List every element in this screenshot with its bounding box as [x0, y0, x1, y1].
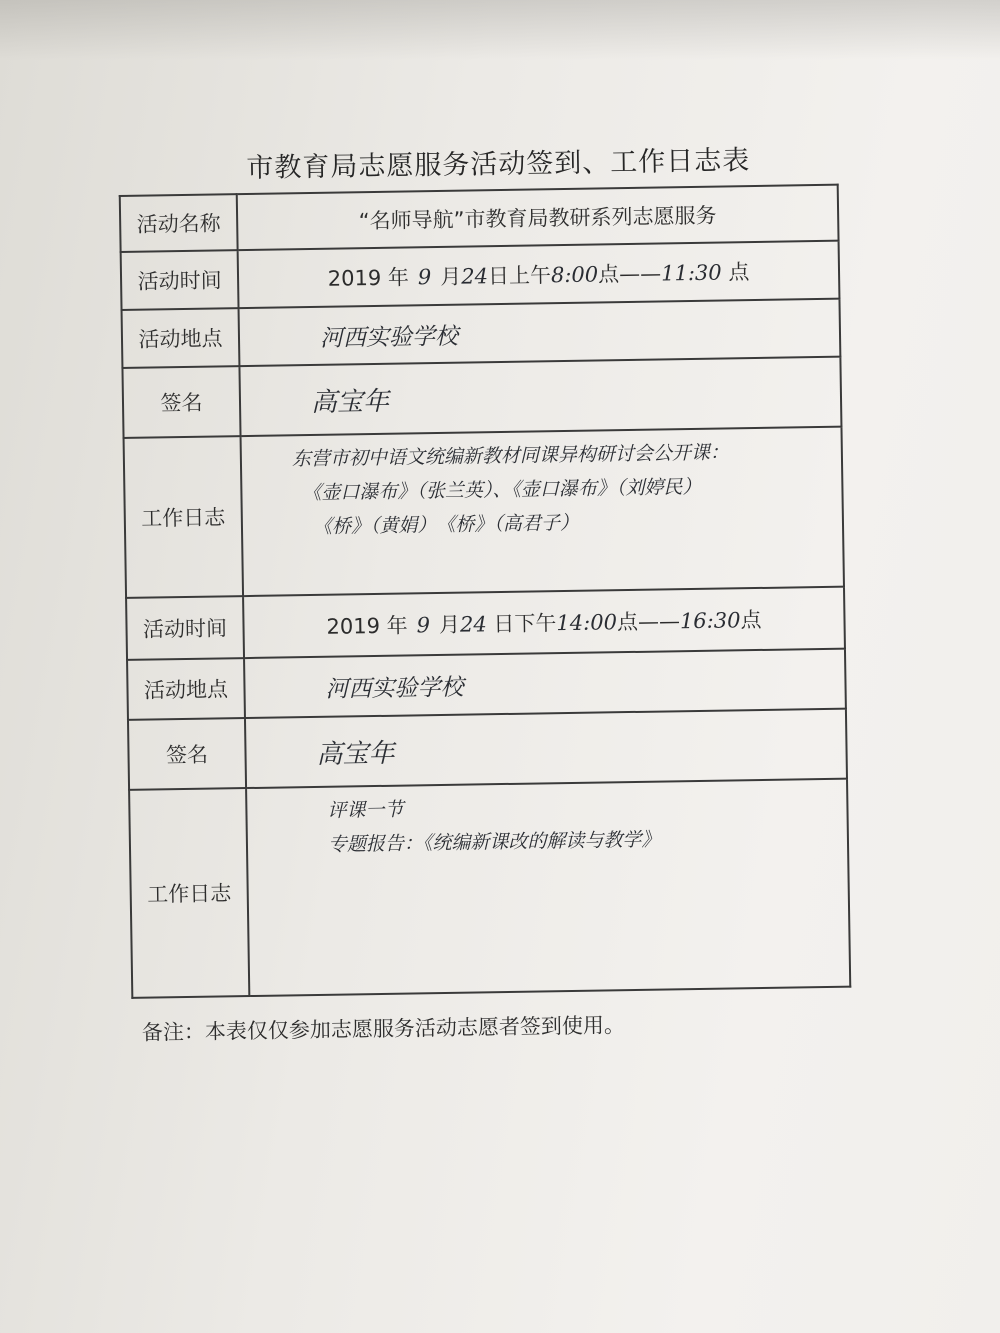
- morning-day-suffix: 日上午: [487, 263, 552, 289]
- label-activity-name: 活动名称: [120, 194, 238, 252]
- morning-signature: 高宝年: [239, 357, 841, 436]
- morning-log-line: 东营市初中语文统编新教材同课异构研讨会公开课：: [291, 441, 730, 471]
- morning-place-value: 河西实验学校: [239, 299, 841, 366]
- label-afternoon-sign: 签名: [128, 718, 246, 790]
- afternoon-day-suffix: 日下午: [486, 611, 557, 637]
- afternoon-start: 14:00: [556, 610, 618, 636]
- afternoon-month: 9: [416, 613, 431, 638]
- label-afternoon-time: 活动时间: [126, 596, 244, 660]
- label-morning-place: 活动地点: [122, 308, 240, 368]
- label-morning-log: 工作日志: [124, 436, 243, 598]
- morning-time-value: [238, 241, 840, 308]
- label-afternoon-place: 活动地点: [127, 658, 245, 720]
- afternoon-signature: 高宝年: [245, 709, 847, 788]
- morning-month: 9: [417, 265, 432, 290]
- afternoon-day: 24: [459, 612, 487, 637]
- afternoon-month-suffix: 月: [438, 612, 461, 638]
- footnote: 备注：本表仅仅参加志愿服务活动志愿者签到使用。: [141, 1013, 626, 1045]
- row-afternoon-place: [127, 649, 846, 720]
- afternoon-end-suffix: 点: [740, 607, 762, 633]
- row-afternoon-time: [126, 587, 845, 660]
- sign-in-table: [119, 184, 852, 999]
- label-afternoon-log: 工作日志: [129, 788, 249, 998]
- activity-name-value: “名师导航”市教育局教研系列志愿服务: [237, 185, 839, 250]
- label-morning-time: 活动时间: [121, 250, 239, 310]
- morning-log-content: [241, 427, 844, 596]
- morning-start-suffix: 点——: [597, 261, 662, 287]
- label-morning-sign: 签名: [122, 366, 240, 438]
- form-title: 市教育局志愿服务活动签到、工作日志表: [246, 145, 751, 184]
- afternoon-place-value: 河西实验学校: [244, 649, 846, 718]
- afternoon-time-value: [243, 587, 845, 658]
- afternoon-log-line: 评课一节: [327, 798, 404, 822]
- row-morning-sign: [122, 357, 841, 438]
- morning-log-line: 《桥》（黄娟） 《桥》（高君子）: [312, 511, 580, 538]
- morning-end: 11:30: [660, 260, 722, 286]
- morning-end-suffix: 点: [721, 260, 750, 285]
- morning-day: 24: [461, 264, 489, 289]
- morning-year: 2019 年: [327, 265, 410, 291]
- shadow: [0, 0, 1000, 60]
- row-morning-log: [124, 427, 844, 598]
- afternoon-log-line: 专题报告：《统编新课改的解读与教学》: [327, 828, 661, 856]
- afternoon-year: 2019 年: [326, 613, 408, 639]
- morning-start: 8:00: [550, 262, 599, 288]
- form: [118, 136, 882, 1047]
- row-afternoon-log: [129, 779, 850, 998]
- row-afternoon-sign: [128, 709, 847, 790]
- morning-log-line: 《壶口瀑布》（张兰英）、《壶口瀑布》（刘婷民）: [302, 475, 702, 505]
- afternoon-log-content: [246, 779, 850, 996]
- morning-month-suffix: 月: [440, 264, 462, 289]
- afternoon-start-suffix: 点——: [616, 609, 681, 635]
- afternoon-end: 16:30: [679, 608, 741, 634]
